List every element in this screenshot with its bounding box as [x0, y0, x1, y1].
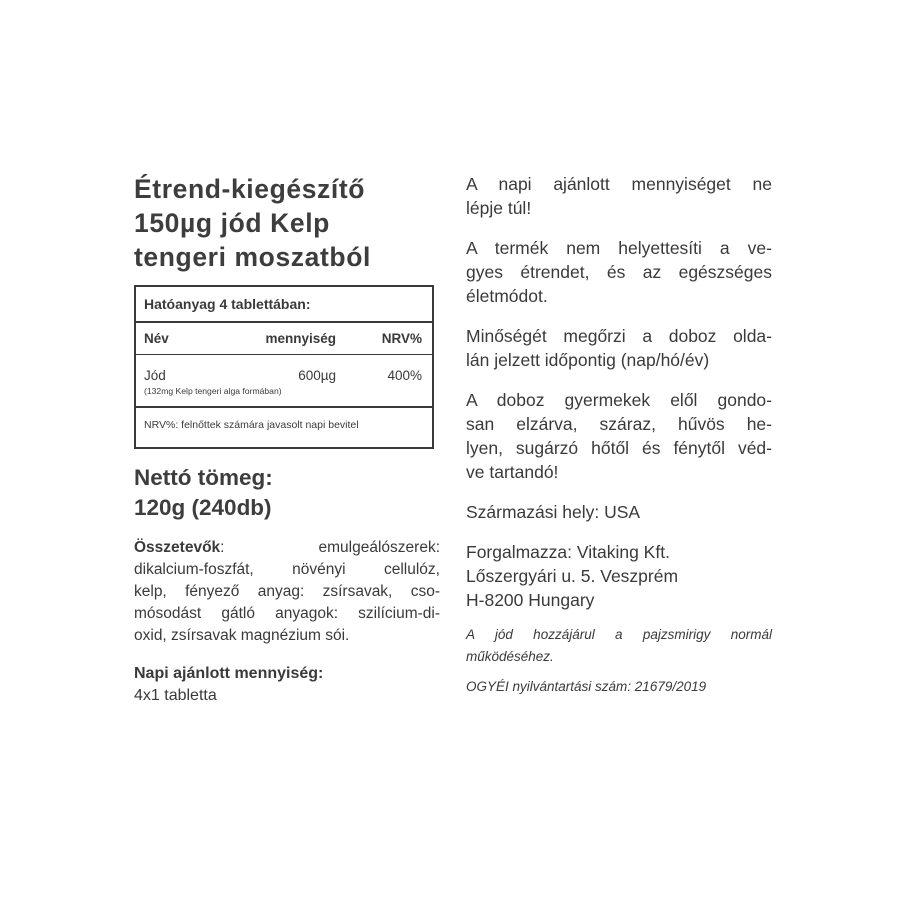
- text-line: A napi ajánlott mennyiséget ne: [466, 174, 772, 194]
- title-line: tengeri moszatból: [134, 242, 371, 272]
- daily-dose-value: 4x1 tabletta: [134, 687, 217, 704]
- origin: [466, 500, 772, 524]
- text-line: lán jelzett időpontig (nap/hó/év): [466, 350, 710, 370]
- best-before: [466, 324, 772, 372]
- daily-dose: [134, 663, 440, 707]
- ingredients-text: : emulgeálószerek:: [220, 539, 440, 556]
- ingredients-line: oxid, zsírsavak magnézium sói.: [134, 627, 350, 644]
- origin-text: Származási hely: USA: [466, 502, 641, 522]
- distributor-address: Lőszergyári u. 5. Veszprém: [466, 566, 679, 586]
- ingredients-line: dikalcium-foszfát, növényi cellulóz,: [134, 561, 440, 578]
- text-line: életmódot.: [466, 286, 548, 306]
- warning-dose: [466, 172, 772, 220]
- text-line: ve tartandó!: [466, 462, 559, 482]
- ingredients-label: Összetevők: [134, 539, 221, 556]
- column-header-amount: mennyiség: [265, 331, 336, 346]
- net-weight: [134, 463, 440, 523]
- nutrition-row: [136, 363, 432, 385]
- text-line: lépje túl!: [466, 198, 532, 218]
- product-title: [134, 172, 440, 274]
- nutrition-column-headers: [136, 326, 432, 355]
- warning-diet: [466, 236, 772, 308]
- ingredients-line: [134, 537, 440, 559]
- registration-text: OGYÉI nyilvántartási szám: 21679/2019: [466, 679, 707, 694]
- text-line: A doboz gyermekek elől gondo-: [466, 390, 772, 410]
- health-claim: [466, 624, 772, 668]
- registration-number: [466, 676, 772, 698]
- distributor-country: H-8200 Hungary: [466, 590, 595, 610]
- text-line: Minőségét megőrzi a doboz olda-: [466, 326, 772, 346]
- distributor-name: Forgalmazza: Vitaking Kft.: [466, 542, 670, 562]
- ingredients-line: kelp, fényező anyag: zsírsavak, cso-: [134, 583, 440, 600]
- title-line: Étrend-kiegészítő: [134, 174, 366, 204]
- nutrient-source-note: (132mg Kelp tengeri alga formában): [144, 386, 282, 396]
- left-column: [134, 172, 440, 707]
- column-header-name: Név: [144, 331, 169, 346]
- net-weight-value: 120g (240db): [134, 495, 272, 520]
- ingredients: [134, 537, 440, 647]
- ingredients-line: mósodást gátló anyagok: szilícium-di-: [134, 605, 440, 622]
- nutrient-nrv: 400%: [387, 368, 422, 383]
- nutrition-heading: Hatóanyag 4 tablettában:: [136, 287, 432, 323]
- net-weight-label: Nettó tömeg:: [134, 465, 273, 490]
- text-line: működéséhez.: [466, 649, 554, 664]
- text-line: gyes étrendet, és az egészséges: [466, 262, 772, 282]
- title-line: 150µg jód Kelp: [134, 208, 330, 238]
- text-line: A jód hozzájárul a pajzsmirigy normál: [466, 627, 772, 642]
- column-header-nrv: NRV%: [381, 331, 422, 346]
- text-line: lyen, sugárzó hőtől és fénytől véd-: [466, 438, 772, 458]
- text-line: san elzárva, száraz, hűvös he-: [466, 414, 772, 434]
- nutrient-amount: 600µg: [298, 368, 336, 383]
- text-line: A termék nem helyettesíti a ve-: [466, 238, 772, 258]
- nrv-footnote: NRV%: felnőttek számára javasolt napi bevitel: [144, 419, 359, 431]
- nutrition-table: [134, 285, 434, 449]
- daily-dose-heading: Napi ajánlott mennyiség:: [134, 665, 324, 682]
- distributor: [466, 540, 772, 612]
- right-column: [466, 172, 772, 710]
- storage-instructions: [466, 388, 772, 484]
- nutrient-name: Jód: [144, 368, 166, 383]
